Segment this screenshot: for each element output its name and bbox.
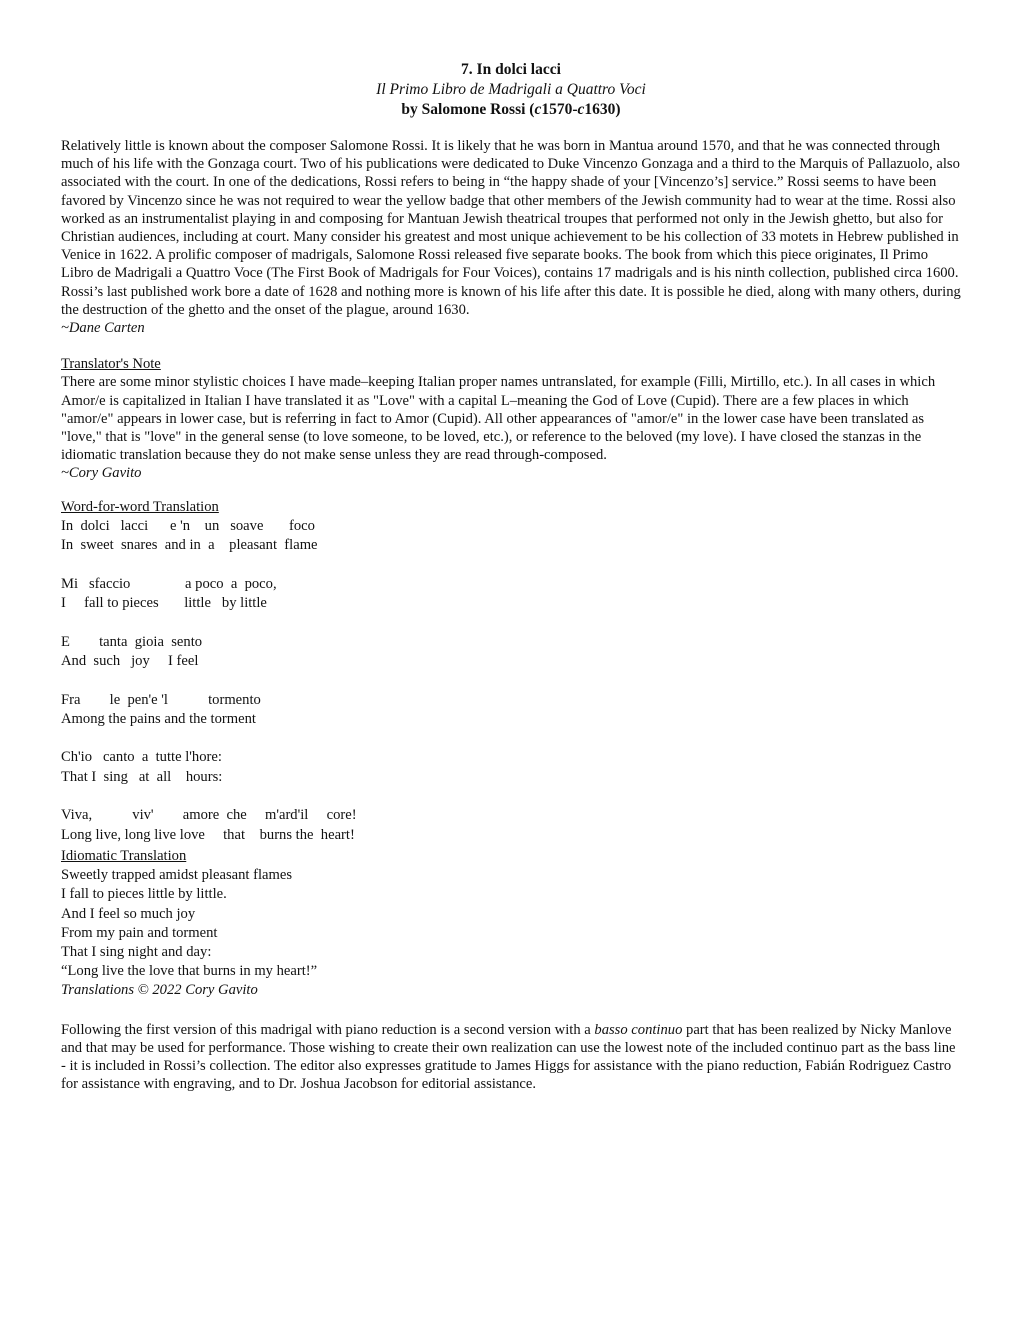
closing-paragraph — [61, 1021, 961, 1094]
intro-paragraph: Relatively little is known about the composer Salomone Rossi. It is likely that he was born in Mantua around 1570, and that he was connected through much of his life with the Gonzaga court. Two of his publications were dedicated to Duke Vincenzo Gonzaga and a third to the Marquis of Pallazuolo, also associated with the court. In one of the dedications, Rossi refers to being in “the happy shade of your [Vincenzo’s] service.” Rossi seems to have been favored by Vincenzo since he was not required to wear the yellow badge that other members of the Jewish community had to wear at the time. Rossi also worked as an instrumentalist playing in and composing for Mantuan Jewish theatrical troupes that performed not only in the Jewish ghetto, but also for Christian audiences, including at court. Many consider his greatest and most unique achievement to be his collection of 33 motets in Hebrew published in Venice in 1622. A prolific composer of madrigals, Salomone Rossi released five separate books. The book from which this piece originates, Il Primo Libro de Madrigali a Quattro Voce (The First Book of Madrigals for Four Voices), contains 17 madrigals and is his ninth collection, published circa 1600. Rossi’s last published work bore a date of 1628 and nothing more is known of his life after this date. It is possible he died, along with many others, during the destruction of the ghetto and the onset of the plague, around 1630. — [61, 138, 961, 318]
title-block — [61, 60, 961, 120]
idiomatic-heading: Idiomatic Translation — [61, 847, 187, 864]
translator-note-section — [61, 355, 961, 482]
birth-year: 1570- — [541, 101, 578, 118]
italian-line: Ch'io canto a tutte l'hore: — [61, 749, 222, 766]
english-line: In sweet snares and in a pleasant flame — [61, 537, 318, 554]
stanza — [61, 575, 961, 614]
copyright-line: Translations © 2022 Cory Gavito — [61, 982, 258, 999]
intro-signature: ~Dane Carten — [61, 320, 145, 337]
idiomatic-line: “Long live the love that burns in my heart!” — [61, 963, 318, 980]
idiomatic-section — [61, 847, 961, 1001]
idiomatic-line: And I feel so much joy — [61, 905, 196, 922]
word-for-word-heading: Word-for-word Translation — [61, 498, 219, 515]
idiomatic-line: That I sing night and day: — [61, 943, 212, 960]
italian-line: Mi sfaccio a poco a poco, — [61, 575, 277, 592]
idiomatic-line: Sweetly trapped amidst pleasant flames — [61, 867, 292, 884]
idiomatic-line: I fall to pieces little by little. — [61, 886, 227, 903]
english-line: Long live, long live love that burns the heart! — [61, 826, 355, 843]
closing-italic-term: basso continuo — [594, 1021, 683, 1038]
collection-title: Il Primo Libro de Madrigali a Quattro Voci — [376, 81, 646, 98]
translator-note-heading: Translator's Note — [61, 356, 161, 373]
english-line: I fall to pieces little by little — [61, 595, 267, 612]
italian-line: Viva, viv' amore che m'ard'il core! — [61, 807, 357, 824]
intro-section — [61, 137, 961, 337]
document-page — [61, 60, 961, 1093]
stanza — [61, 517, 961, 556]
translator-note-signature: ~Cory Gavito — [61, 465, 142, 482]
closing-text-start: Following the first version of this madrigal with piano reduction is a second version with a — [61, 1021, 595, 1038]
italian-line: Fra le pen'e 'l tormento — [61, 691, 261, 708]
stanza — [61, 633, 961, 672]
italian-line: E tanta gioia sento — [61, 633, 203, 650]
english-line: That I sing at all hours: — [61, 768, 223, 785]
circa-2: c — [577, 101, 585, 118]
english-line: Among the pains and the torment — [61, 710, 256, 727]
stanza — [61, 806, 961, 845]
death-year: 1630) — [584, 101, 621, 118]
stanza — [61, 748, 961, 787]
translator-note-paragraph: There are some minor stylistic choices I have made–keeping Italian proper names untranslated, for example (Filli, Mirtillo, etc.). In all cases in which Amor/e is capitalized in Italian I have translated it as "Love" with a capital L–meaning the God of Love (Cupid). There are a few places in which "amor/e" appears in lower case, but is referring in fact to Amor (Cupid). All other appearances of "amor/e" in the lower case have been translated as "love," that is "love" in the general sense (to love someone, to be loved, etc.), or reference to the beloved (my love). I have closed the stanzas in the idiomatic translation because they do not make sense unless they are read through-composed. — [61, 374, 936, 464]
closing-section — [61, 1021, 961, 1094]
byline-prefix: by Salomone Rossi ( — [401, 101, 535, 118]
english-line: And such joy I feel — [61, 653, 199, 670]
italian-line: In dolci lacci e 'n un soave foco — [61, 518, 315, 535]
word-for-word-section — [61, 498, 961, 845]
circa-1: c — [534, 101, 542, 118]
piece-title: 7. In dolci lacci — [461, 61, 561, 78]
closing-text-end: part that has been realized by Nicky Manlove and that may be used for performance. Those wishing to create their own realization can use the lowest note of the included continuo part as the bass line - it is included in Rossi’s collection. The editor also expresses gratitude to James Higgs for assistance with the piano reduction, Fabián Rodriguez Castro for assistance with engraving, and to Dr. Joshua Jacobson for editorial assistance. — [61, 1021, 956, 1093]
stanza — [61, 691, 961, 730]
idiomatic-line: From my pain and torment — [61, 924, 218, 941]
composer-byline — [61, 100, 961, 120]
